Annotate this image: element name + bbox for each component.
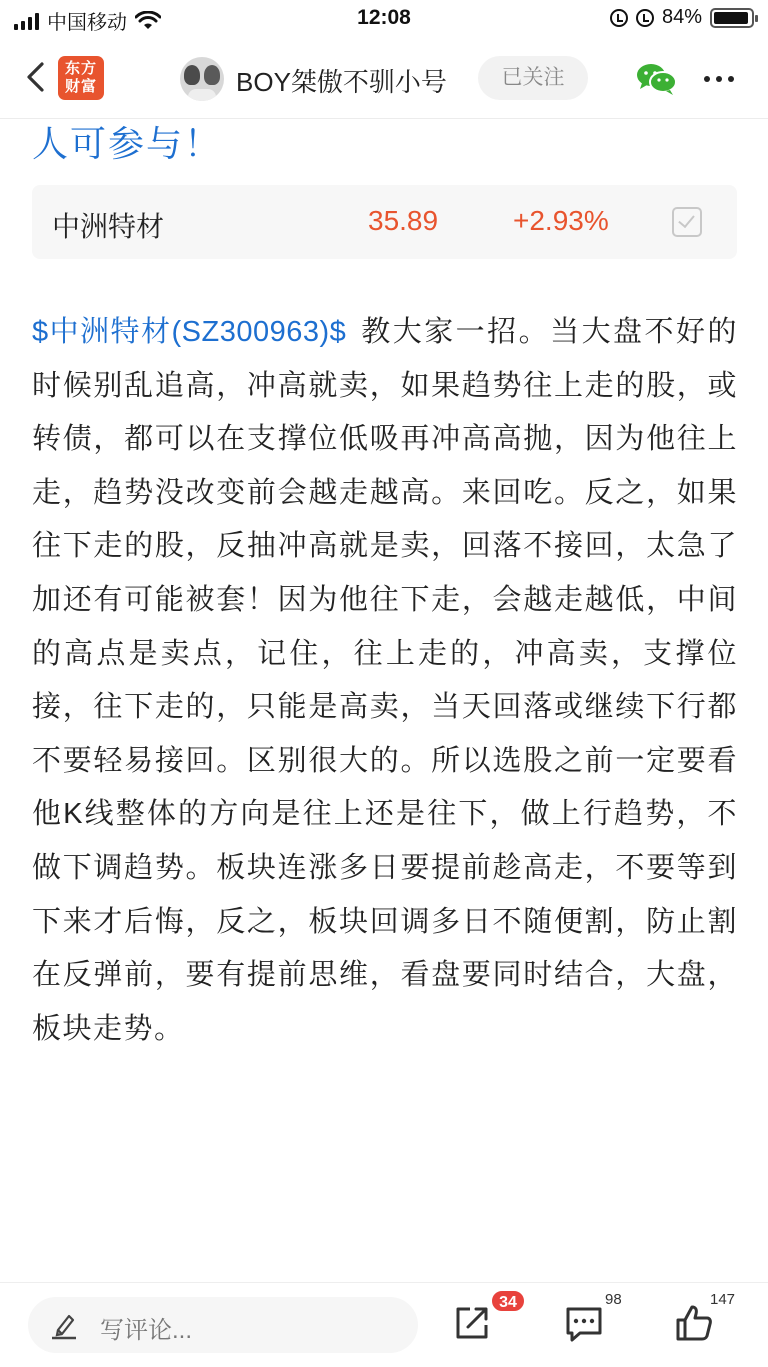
- logo-line-2: 财富: [64, 78, 97, 95]
- comment-input[interactable]: [28, 1297, 418, 1353]
- article-body: [32, 306, 738, 1056]
- add-watchlist-check-icon[interactable]: [672, 207, 702, 237]
- comment-placeholder: 写评论...: [100, 1317, 193, 1344]
- bottom-bar: [0, 1282, 768, 1367]
- author-name[interactable]: BOY桀傲不驯小号: [236, 67, 447, 97]
- like-count: 147: [710, 1291, 736, 1308]
- clock: 12:08: [357, 6, 411, 29]
- stock-name: 中洲特材: [52, 211, 165, 242]
- article-text: 教大家一招。当大盘不好的时候别乱追高，冲高就卖，如果趋势往上走的股，或转债，都可以在支撑位低吸再冲高高抛，因为他往上走，趋势没改变前会越走越高。来回吃。反之，如果往下走的股，反抽冲高就是卖，回落不接回，太急了加还有可能被套！因为他往下走，会越走越低，中间的高点是卖点，记住，往上走的，冲高卖，支撑位接，往下走的，只能是高卖，当天回落或继续下行都不要轻易接回。区别很大的。所以选股之前一定要看他K线整体的方向是往上还是往下，做上行趋势，不做下调趋势。板块连涨多日要提前趁高走，不要等到下来才后悔，反之，板块回调多日不随便割，防止割在反弹前，要有提前思维，看盘要同时结合，大盘，板块走势。: [32, 316, 738, 1045]
- app-logo[interactable]: [58, 56, 104, 100]
- comment-count: 98: [605, 1291, 622, 1308]
- stock-price: 35.89: [368, 205, 439, 236]
- orientation-lock-icon: [610, 9, 628, 27]
- article-heading-partial: 人可参与！: [32, 123, 223, 164]
- share-count-badge: 34: [490, 1289, 526, 1313]
- nav-bar: [0, 40, 768, 119]
- share-icon[interactable]: [452, 1303, 492, 1343]
- battery-icon: [710, 8, 754, 28]
- carrier-name: 中国移动: [47, 12, 127, 34]
- wechat-icon[interactable]: [636, 62, 678, 96]
- stock-link[interactable]: $中洲特材(SZ300963)$: [32, 316, 347, 348]
- status-right: [610, 6, 754, 29]
- thumbs-up-icon[interactable]: [674, 1303, 714, 1343]
- avatar[interactable]: [180, 57, 224, 101]
- chevron-left-icon[interactable]: [24, 62, 48, 92]
- status-bar: [0, 0, 768, 40]
- comment-icon[interactable]: [564, 1303, 604, 1343]
- alarm-icon: [636, 9, 654, 27]
- follow-button[interactable]: 已关注: [478, 56, 588, 100]
- stock-quote-card[interactable]: [32, 185, 737, 259]
- pencil-icon: [50, 1310, 78, 1340]
- logo-line-1: 东方: [64, 60, 97, 77]
- stock-change: +2.93%: [513, 205, 609, 236]
- battery-percent: 84%: [661, 6, 702, 28]
- more-dots-icon[interactable]: [704, 76, 734, 82]
